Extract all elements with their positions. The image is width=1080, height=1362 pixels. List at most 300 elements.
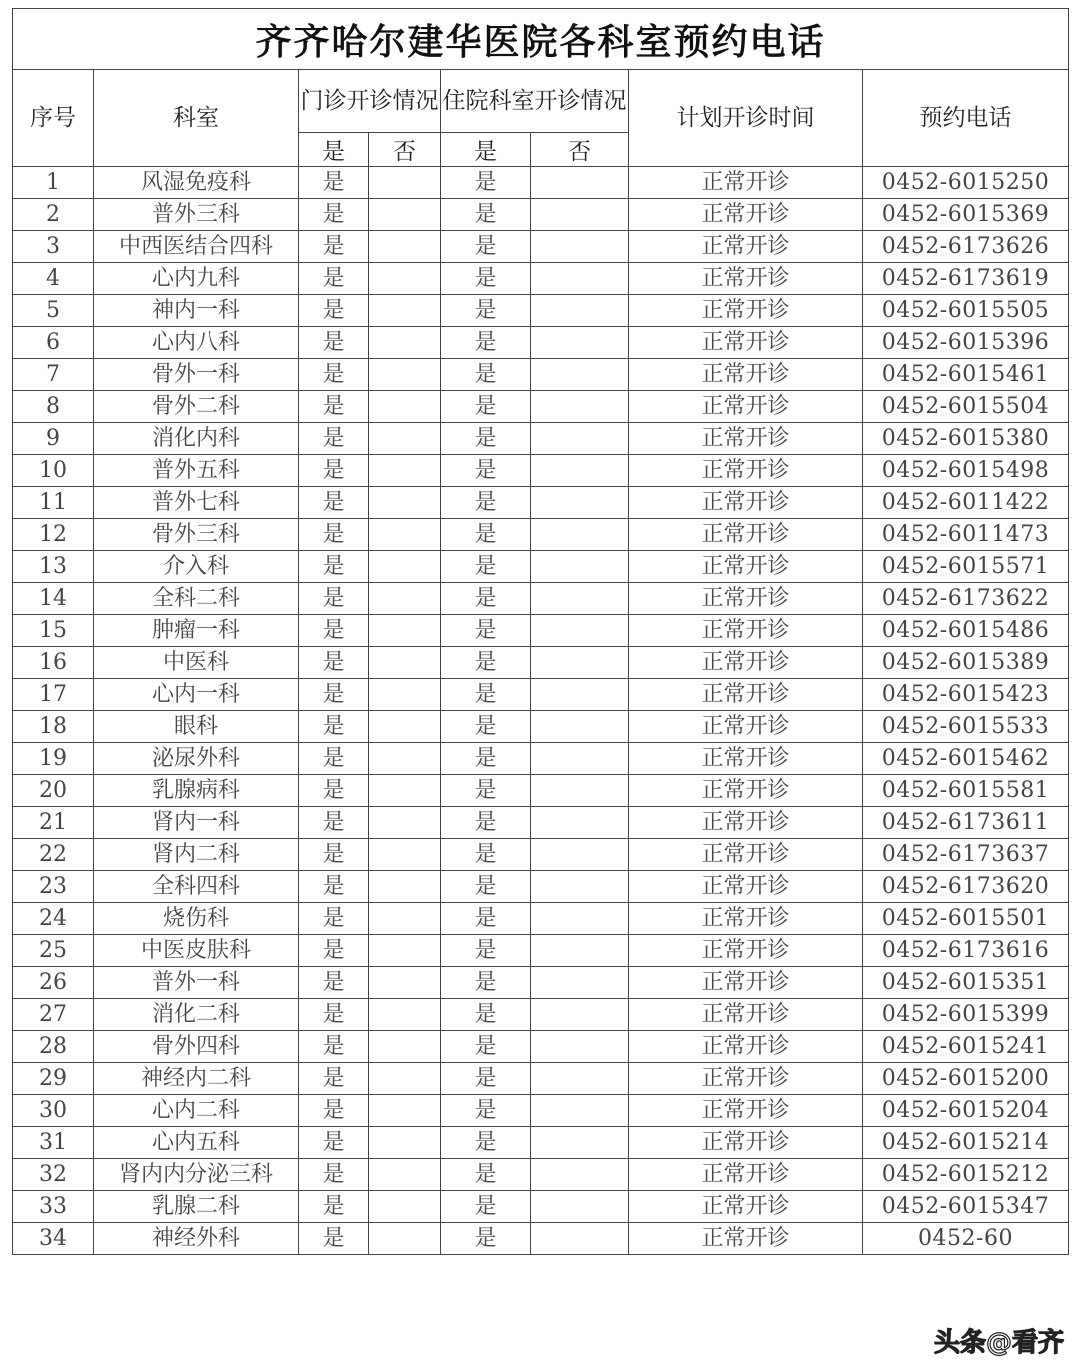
outpatient-no [369, 1127, 441, 1159]
outpatient-no [369, 711, 441, 743]
inpatient-no [531, 199, 629, 231]
dept-name: 烧伤科 [94, 903, 299, 935]
outpatient-yes: 是 [299, 903, 369, 935]
inpatient-no [531, 967, 629, 999]
inpatient-no [531, 935, 629, 967]
row-index: 7 [13, 359, 94, 391]
inpatient-no [531, 1127, 629, 1159]
inpatient-yes: 是 [441, 263, 531, 295]
watermark: 头条@看齐 [933, 1328, 1064, 1358]
dept-name: 肾内二科 [94, 839, 299, 871]
dept-name: 风湿免疫科 [94, 167, 299, 199]
plan-status: 正常开诊 [629, 839, 863, 871]
plan-status: 正常开诊 [629, 359, 863, 391]
phone-number: 0452-6015462 [863, 743, 1069, 775]
inpatient-yes: 是 [441, 711, 531, 743]
row-index: 14 [13, 583, 94, 615]
outpatient-yes: 是 [299, 1223, 369, 1255]
plan-status: 正常开诊 [629, 1095, 863, 1127]
dept-name: 骨外一科 [94, 359, 299, 391]
plan-status: 正常开诊 [629, 679, 863, 711]
outpatient-yes: 是 [299, 679, 369, 711]
dept-name: 心内八科 [94, 327, 299, 359]
header-inpatient-yes: 是 [441, 133, 531, 167]
table-row [13, 679, 1069, 711]
row-index: 8 [13, 391, 94, 423]
outpatient-no [369, 1159, 441, 1191]
row-index: 34 [13, 1223, 94, 1255]
inpatient-no [531, 359, 629, 391]
inpatient-no [531, 1031, 629, 1063]
plan-status: 正常开诊 [629, 295, 863, 327]
inpatient-yes: 是 [441, 999, 531, 1031]
inpatient-yes: 是 [441, 935, 531, 967]
table-row [13, 1127, 1069, 1159]
phone-number: 0452-6173637 [863, 839, 1069, 871]
phone-number: 0452-6015380 [863, 423, 1069, 455]
plan-status: 正常开诊 [629, 807, 863, 839]
dept-name: 消化二科 [94, 999, 299, 1031]
outpatient-yes: 是 [299, 391, 369, 423]
table-row [13, 999, 1069, 1031]
inpatient-yes: 是 [441, 519, 531, 551]
table-row [13, 903, 1069, 935]
inpatient-no [531, 327, 629, 359]
header-inpatient-no: 否 [531, 133, 629, 167]
table-row [13, 1063, 1069, 1095]
plan-status: 正常开诊 [629, 391, 863, 423]
outpatient-yes: 是 [299, 775, 369, 807]
header-inpatient: 住院科室开诊情况 [441, 70, 629, 133]
plan-status: 正常开诊 [629, 455, 863, 487]
inpatient-yes: 是 [441, 1127, 531, 1159]
outpatient-yes: 是 [299, 1127, 369, 1159]
phone-number: 0452-6173611 [863, 807, 1069, 839]
row-index: 5 [13, 295, 94, 327]
table-row [13, 359, 1069, 391]
inpatient-yes: 是 [441, 967, 531, 999]
plan-status: 正常开诊 [629, 903, 863, 935]
phone-number: 0452-6173616 [863, 935, 1069, 967]
outpatient-yes: 是 [299, 519, 369, 551]
phone-number: 0452-6015504 [863, 391, 1069, 423]
inpatient-no [531, 455, 629, 487]
inpatient-no [531, 1191, 629, 1223]
dept-name: 中医科 [94, 647, 299, 679]
inpatient-no [531, 615, 629, 647]
table-row [13, 647, 1069, 679]
inpatient-yes: 是 [441, 743, 531, 775]
inpatient-yes: 是 [441, 295, 531, 327]
table-row [13, 487, 1069, 519]
phone-number: 0452-6015389 [863, 647, 1069, 679]
phone-number: 0452-6173626 [863, 231, 1069, 263]
outpatient-yes: 是 [299, 295, 369, 327]
row-index: 23 [13, 871, 94, 903]
row-index: 20 [13, 775, 94, 807]
phone-number: 0452-6015533 [863, 711, 1069, 743]
inpatient-no [531, 679, 629, 711]
phone-number: 0452-6011473 [863, 519, 1069, 551]
inpatient-no [531, 647, 629, 679]
plan-status: 正常开诊 [629, 1063, 863, 1095]
dept-name: 眼科 [94, 711, 299, 743]
dept-name: 心内九科 [94, 263, 299, 295]
plan-status: 正常开诊 [629, 327, 863, 359]
outpatient-yes: 是 [299, 967, 369, 999]
outpatient-no [369, 1095, 441, 1127]
outpatient-no [369, 295, 441, 327]
outpatient-no [369, 519, 441, 551]
inpatient-yes: 是 [441, 775, 531, 807]
table-row [13, 583, 1069, 615]
row-index: 26 [13, 967, 94, 999]
outpatient-no [369, 263, 441, 295]
outpatient-yes: 是 [299, 263, 369, 295]
plan-status: 正常开诊 [629, 1159, 863, 1191]
table-row [13, 743, 1069, 775]
table-row [13, 519, 1069, 551]
outpatient-no [369, 1223, 441, 1255]
row-index: 16 [13, 647, 94, 679]
inpatient-yes: 是 [441, 615, 531, 647]
outpatient-yes: 是 [299, 615, 369, 647]
phone-number: 0452-6015571 [863, 551, 1069, 583]
row-index: 33 [13, 1191, 94, 1223]
outpatient-yes: 是 [299, 423, 369, 455]
outpatient-no [369, 1191, 441, 1223]
phone-number: 0452-6015369 [863, 199, 1069, 231]
outpatient-no [369, 487, 441, 519]
outpatient-yes: 是 [299, 1191, 369, 1223]
plan-status: 正常开诊 [629, 1127, 863, 1159]
inpatient-no [531, 167, 629, 199]
table-row [13, 1191, 1069, 1223]
outpatient-no [369, 935, 441, 967]
row-index: 4 [13, 263, 94, 295]
outpatient-no [369, 231, 441, 263]
inpatient-yes: 是 [441, 423, 531, 455]
inpatient-yes: 是 [441, 1031, 531, 1063]
outpatient-yes: 是 [299, 1031, 369, 1063]
outpatient-yes: 是 [299, 199, 369, 231]
dept-name: 肾内一科 [94, 807, 299, 839]
inpatient-no [531, 551, 629, 583]
plan-status: 正常开诊 [629, 583, 863, 615]
table-row [13, 1095, 1069, 1127]
dept-name: 骨外四科 [94, 1031, 299, 1063]
dept-name: 肿瘤一科 [94, 615, 299, 647]
inpatient-yes: 是 [441, 583, 531, 615]
outpatient-yes: 是 [299, 231, 369, 263]
dept-name: 骨外二科 [94, 391, 299, 423]
row-index: 22 [13, 839, 94, 871]
phone-number: 0452-6015423 [863, 679, 1069, 711]
inpatient-yes: 是 [441, 647, 531, 679]
row-index: 31 [13, 1127, 94, 1159]
table-row [13, 615, 1069, 647]
inpatient-no [531, 487, 629, 519]
dept-name: 泌尿外科 [94, 743, 299, 775]
outpatient-yes: 是 [299, 647, 369, 679]
dept-name: 神经外科 [94, 1223, 299, 1255]
dept-name: 乳腺二科 [94, 1191, 299, 1223]
table-row [13, 455, 1069, 487]
header-outpatient: 门诊开诊情况 [299, 70, 441, 133]
inpatient-no [531, 839, 629, 871]
plan-status: 正常开诊 [629, 551, 863, 583]
inpatient-yes: 是 [441, 1223, 531, 1255]
table-row [13, 967, 1069, 999]
plan-status: 正常开诊 [629, 871, 863, 903]
inpatient-no [531, 583, 629, 615]
phone-number: 0452-6015214 [863, 1127, 1069, 1159]
phone-number: 0452-60 [863, 1223, 1069, 1255]
phone-number: 0452-6015250 [863, 167, 1069, 199]
table-row [13, 391, 1069, 423]
table-row [13, 1031, 1069, 1063]
phone-number: 0452-6015212 [863, 1159, 1069, 1191]
row-index: 11 [13, 487, 94, 519]
outpatient-yes: 是 [299, 935, 369, 967]
inpatient-no [531, 519, 629, 551]
phone-number: 0452-6015461 [863, 359, 1069, 391]
plan-status: 正常开诊 [629, 231, 863, 263]
dept-name: 神内一科 [94, 295, 299, 327]
row-index: 15 [13, 615, 94, 647]
phone-number: 0452-6015347 [863, 1191, 1069, 1223]
plan-status: 正常开诊 [629, 999, 863, 1031]
header-dept: 科室 [94, 70, 299, 167]
plan-status: 正常开诊 [629, 711, 863, 743]
dept-name: 中西医结合四科 [94, 231, 299, 263]
outpatient-yes: 是 [299, 583, 369, 615]
inpatient-yes: 是 [441, 871, 531, 903]
dept-name: 全科二科 [94, 583, 299, 615]
inpatient-yes: 是 [441, 1063, 531, 1095]
dept-name: 心内一科 [94, 679, 299, 711]
outpatient-no [369, 199, 441, 231]
inpatient-no [531, 423, 629, 455]
header-outpatient-no: 否 [369, 133, 441, 167]
phone-number: 0452-6015200 [863, 1063, 1069, 1095]
outpatient-no [369, 967, 441, 999]
outpatient-yes: 是 [299, 455, 369, 487]
outpatient-yes: 是 [299, 871, 369, 903]
outpatient-no [369, 359, 441, 391]
dept-name: 乳腺病科 [94, 775, 299, 807]
table-row [13, 807, 1069, 839]
inpatient-yes: 是 [441, 807, 531, 839]
table-row [13, 1159, 1069, 1191]
outpatient-no [369, 679, 441, 711]
row-index: 3 [13, 231, 94, 263]
inpatient-no [531, 1223, 629, 1255]
inpatient-no [531, 1095, 629, 1127]
inpatient-no [531, 711, 629, 743]
inpatient-yes: 是 [441, 167, 531, 199]
phone-number: 0452-6015204 [863, 1095, 1069, 1127]
phone-number: 0452-6173622 [863, 583, 1069, 615]
plan-status: 正常开诊 [629, 935, 863, 967]
outpatient-no [369, 807, 441, 839]
inpatient-no [531, 1159, 629, 1191]
row-index: 30 [13, 1095, 94, 1127]
appointment-phone-table [12, 8, 1069, 1255]
outpatient-yes: 是 [299, 1159, 369, 1191]
phone-number: 0452-6015498 [863, 455, 1069, 487]
inpatient-yes: 是 [441, 199, 531, 231]
row-index: 17 [13, 679, 94, 711]
phone-number: 0452-6011422 [863, 487, 1069, 519]
outpatient-yes: 是 [299, 551, 369, 583]
inpatient-yes: 是 [441, 839, 531, 871]
row-index: 27 [13, 999, 94, 1031]
plan-status: 正常开诊 [629, 967, 863, 999]
dept-name: 中医皮肤科 [94, 935, 299, 967]
outpatient-yes: 是 [299, 359, 369, 391]
inpatient-yes: 是 [441, 327, 531, 359]
outpatient-yes: 是 [299, 1063, 369, 1095]
outpatient-no [369, 871, 441, 903]
outpatient-no [369, 583, 441, 615]
inpatient-yes: 是 [441, 487, 531, 519]
outpatient-yes: 是 [299, 1095, 369, 1127]
plan-status: 正常开诊 [629, 167, 863, 199]
phone-number: 0452-6015351 [863, 967, 1069, 999]
phone-number: 0452-6015396 [863, 327, 1069, 359]
header-phone: 预约电话 [863, 70, 1069, 167]
outpatient-no [369, 551, 441, 583]
inpatient-no [531, 743, 629, 775]
table-row [13, 295, 1069, 327]
dept-name: 普外七科 [94, 487, 299, 519]
dept-name: 心内五科 [94, 1127, 299, 1159]
inpatient-yes: 是 [441, 455, 531, 487]
row-index: 19 [13, 743, 94, 775]
table-row [13, 167, 1069, 199]
inpatient-yes: 是 [441, 391, 531, 423]
inpatient-no [531, 903, 629, 935]
phone-number: 0452-6015505 [863, 295, 1069, 327]
row-index: 28 [13, 1031, 94, 1063]
row-index: 9 [13, 423, 94, 455]
row-index: 18 [13, 711, 94, 743]
header-outpatient-yes: 是 [299, 133, 369, 167]
inpatient-yes: 是 [441, 551, 531, 583]
inpatient-no [531, 871, 629, 903]
table-row [13, 935, 1069, 967]
dept-name: 介入科 [94, 551, 299, 583]
table-row [13, 199, 1069, 231]
inpatient-no [531, 231, 629, 263]
table-row [13, 231, 1069, 263]
phone-number: 0452-6173619 [863, 263, 1069, 295]
inpatient-yes: 是 [441, 231, 531, 263]
header-plan: 计划开诊时间 [629, 70, 863, 167]
dept-name: 普外三科 [94, 199, 299, 231]
row-index: 12 [13, 519, 94, 551]
table-row [13, 551, 1069, 583]
plan-status: 正常开诊 [629, 519, 863, 551]
inpatient-no [531, 295, 629, 327]
phone-number: 0452-6015581 [863, 775, 1069, 807]
row-index: 10 [13, 455, 94, 487]
outpatient-no [369, 391, 441, 423]
dept-name: 骨外三科 [94, 519, 299, 551]
row-index: 13 [13, 551, 94, 583]
outpatient-no [369, 903, 441, 935]
row-index: 24 [13, 903, 94, 935]
inpatient-yes: 是 [441, 1191, 531, 1223]
outpatient-no [369, 455, 441, 487]
table-row [13, 871, 1069, 903]
outpatient-yes: 是 [299, 711, 369, 743]
row-index: 1 [13, 167, 94, 199]
plan-status: 正常开诊 [629, 199, 863, 231]
inpatient-no [531, 999, 629, 1031]
outpatient-yes: 是 [299, 167, 369, 199]
dept-name: 普外一科 [94, 967, 299, 999]
outpatient-yes: 是 [299, 743, 369, 775]
plan-status: 正常开诊 [629, 775, 863, 807]
outpatient-yes: 是 [299, 327, 369, 359]
phone-number: 0452-6015486 [863, 615, 1069, 647]
outpatient-yes: 是 [299, 487, 369, 519]
header-index: 序号 [13, 70, 94, 167]
table-row [13, 1223, 1069, 1255]
inpatient-no [531, 807, 629, 839]
row-index: 25 [13, 935, 94, 967]
plan-status: 正常开诊 [629, 1223, 863, 1255]
table-row [13, 839, 1069, 871]
outpatient-no [369, 423, 441, 455]
row-index: 29 [13, 1063, 94, 1095]
outpatient-no [369, 615, 441, 647]
plan-status: 正常开诊 [629, 263, 863, 295]
phone-number: 0452-6015241 [863, 1031, 1069, 1063]
plan-status: 正常开诊 [629, 1031, 863, 1063]
plan-status: 正常开诊 [629, 423, 863, 455]
row-index: 32 [13, 1159, 94, 1191]
dept-name: 肾内内分泌三科 [94, 1159, 299, 1191]
inpatient-yes: 是 [441, 1159, 531, 1191]
outpatient-yes: 是 [299, 807, 369, 839]
table-row [13, 263, 1069, 295]
outpatient-no [369, 647, 441, 679]
phone-number: 0452-6015501 [863, 903, 1069, 935]
plan-status: 正常开诊 [629, 615, 863, 647]
row-index: 2 [13, 199, 94, 231]
plan-status: 正常开诊 [629, 487, 863, 519]
inpatient-no [531, 391, 629, 423]
outpatient-no [369, 775, 441, 807]
dept-name: 普外五科 [94, 455, 299, 487]
table-row [13, 711, 1069, 743]
inpatient-no [531, 263, 629, 295]
phone-number: 0452-6015399 [863, 999, 1069, 1031]
dept-name: 消化内科 [94, 423, 299, 455]
outpatient-no [369, 1063, 441, 1095]
inpatient-yes: 是 [441, 359, 531, 391]
plan-status: 正常开诊 [629, 1191, 863, 1223]
outpatient-no [369, 743, 441, 775]
outpatient-no [369, 1031, 441, 1063]
row-index: 6 [13, 327, 94, 359]
table-row [13, 423, 1069, 455]
dept-name: 心内二科 [94, 1095, 299, 1127]
inpatient-yes: 是 [441, 679, 531, 711]
